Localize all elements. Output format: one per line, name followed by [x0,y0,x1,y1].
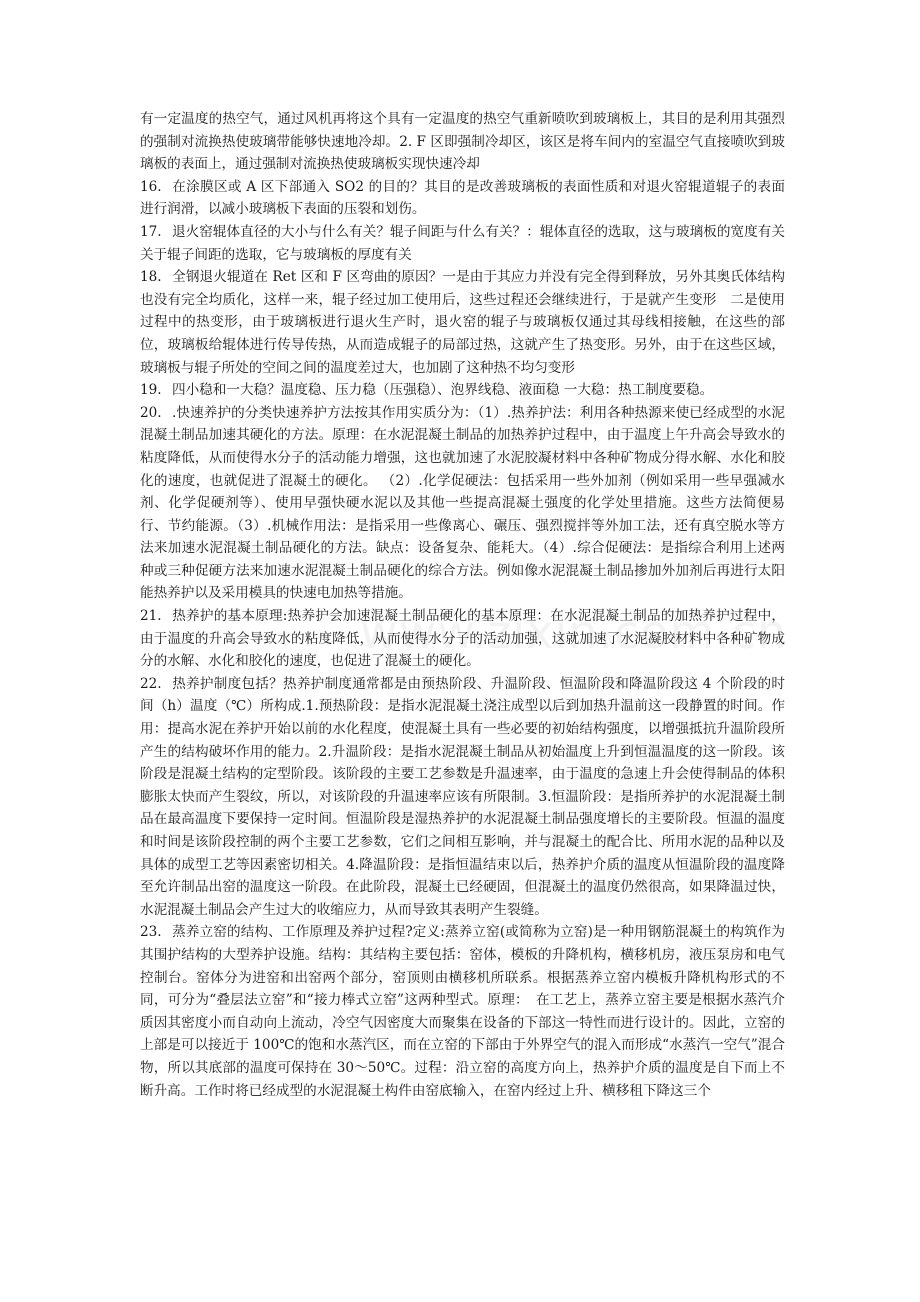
paragraph-text: .快速养护的分类快速养护方法按其作用实质分为：（1）.热养护法：利用各种热源来使已经成型的水泥混凝土制品加速其硬化的方法。原理：在水泥混凝土制品的加热养护过程中，由于温度上午升高会导致水的粘度降低，从而使得水分子的活动能力增强，这也就加速了水泥胶凝材料中各种矿物成分得水解、水化和胶化的速度，也就促进了混凝土的硬化。 （2）.化学促硬法：包括采用一些外加剂（例如采用一些早强减水剂、化学促硬剂等）、使用早强快硬水泥以及其他一些提高混凝土强度的化学处里措施。这些方法简便易行、节约能源。（3）.机械作用法：是指采用一些像离心、碾压、强烈搅拌等外加工法，还有真空脱水等方法来加速水泥混凝土制品硬化的方法。缺点：设备复杂、能耗大。（4）.综合促硬法：是指综合利用上述两种或三种促硬方法来加速水泥混凝土制品硬化的综合方法。例如像水泥混凝土制品掺加外加剂后再进行太阳能热养护以及采用模具的快速电加热等措施。 [140,404,785,602]
paragraph-text: 蒸养立窑的结构、工作原理及养护过程?定义:蒸养立窑(或简称为立窑)是一种用钢筋混凝土的构筑作为其围护结构的大型养护设施。结构：其结构主要包括：窑体，模板的升降机构，横移机房，液压泵房和电气控制台。窑体分为进窑和出窑两个部分，窑顶则由横移机所联系。根据蒸养立窑内模板升降机构形式的不同，可分为“叠层法立窑”和“接力棒式立窑”这两种型式。原理： 在工艺上，蒸养立窑主要是根据水蒸汽介质因其密度小而自动向上流动，冷空气因密度大而聚集在设备的下部这一特性而进行设计的。因此，立窑的上部是可以接近于 100℃的饱和水蒸汽区，而在立窑的下部由于外界空气的混入而形成“水蒸汽一空气”混合物，所以其底部的温度可保持在 30～50℃。过程：沿立窑的高度方向上，热养护介质的温度是自下而上不断升高。工作时将已经成型的水泥混凝土构件由窑底输入，在窑内经过上升、横移租下降这三个 [140,924,785,1099]
paragraph-15-continuation [140,108,785,176]
paragraph-number: 20. [140,404,162,421]
paragraph-number: 17. [140,223,162,240]
paragraph-text: 热养护的基本原理:热养护会加速混凝土制品硬化的基本原理：在水泥混凝土制品的加热养护过程中，由于温度的升高会导致水的粘度降低，从而使得水分子的活动加强，这就加速了水泥凝胶材料中各种矿物成分的水解、水化和胶化的速度，也促进了混凝土的硬化。 [140,608,785,670]
paragraph-16 [140,176,785,221]
document-body [140,108,803,1102]
paragraph-18 [140,266,785,379]
paragraph-22 [140,673,785,922]
paragraph-17 [140,221,803,266]
paragraph-text: 在涂膜区或 A 区下部通入 SO2 的目的？其目的是改善玻璃板的表面性质和对退火窑辊道辊子的表面进行润滑，以减小玻璃板下表面的压裂和划伤。 [140,178,785,218]
paragraph-text: 有一定温度的热空气，通过风机再将这个具有一定温度的热空气重新喷吹到玻璃板上，其目的是利用其强烈的强制对流换热使玻璃带能够快速地冷却。2. F 区即强制冷却区，该区是将车间内的室温空气直接喷吹到玻璃板的表面上，通过强制对流换热使玻璃板实现快速冷却 [140,111,785,173]
paragraph-number: 19. [140,382,162,399]
paragraph-number: 18. [140,269,162,286]
paragraph-19 [140,379,785,402]
paragraph-number: 23. [140,924,162,941]
paragraph-20 [140,402,785,605]
paragraph-text: 全钢退火辊道在 Ret 区和 F 区弯曲的原因？一是由于其应力并没有完全得到释放，另外其奥氏体结构也没有完全均质化，这样一来，辊子经过加工使用后，这些过程还会继续进行，于是就产生变形 二是使用过程中的热变形，由于玻璃板进行退火生产时，退火窑的辊子与玻璃板仅通过其母线相接触，在这些的部位，玻璃板给辊体进行传导传热，从而造成辊子的局部过热，这就产生了热变形。另外，由于在这些区域，玻璃板与辊子所处的空间之间的温度差过大，也加剧了这种热不均匀变形 [140,269,785,376]
paragraph-text: 四小稳和一大稳？温度稳、压力稳（压强稳）、泡界线稳、液面稳 一大稳：热工制度要稳。 [172,382,714,399]
paragraph-number: 16. [140,178,162,195]
paragraph-text: 退火窑辊体直径的大小与什么有关？辊子间距与什么有关？：辊体直径的选取，这与玻璃板的宽度有关 关于辊子间距的选取，它与玻璃板的厚度有关 [140,223,803,263]
paragraph-23 [140,921,785,1102]
paragraph-text: 热养护制度包括？热养护制度通常都是由预热阶段、升温阶段、恒温阶段和降温阶段这 4 个阶段的时间（h）温度（℃）所构成.1.预热阶段：是指水泥混凝土浇注成型以后到加热升温前这一段静置的时间。作用：提高水泥在养护开始以前的水化程度，使混凝土具有一些必要的初始结构强度，以增强抵抗升温阶段所产生的结构破坏作用的能力。2.升温阶段：是指水泥混凝土制品从初始温度上升到恒温温度的这一阶段。该阶段是混凝土结构的定型阶段。该阶段的主要工艺参数是升温速率，由于温度的急速上升会使得制品的体积膨胀太快而产生裂纹，所以，对该阶段的升温速率应该有所限制。3.恒温阶段：是指所养护的水泥混凝土制品在最高温度下要保持一定时间。恒温阶段是湿热养护的水泥混凝土制品强度增长的主要阶段。恒温的温度和时间是该阶段控制的两个主要工艺参数，它们之间相互影响，并与混凝土的配合比、所用水泥的品种以及具体的成型工艺等因素密切相关。4.降温阶段：是指恒温结束以后，热养护介质的温度从恒温阶段的温度降至允许制品出窑的温度这一阶段。在此阶段，混凝土已经硬固，但混凝土的温度仍然很高，如果降温过快，水泥混凝土制品会产生过大的收缩应力，从而导致其表明产生裂缝。 [140,675,785,918]
paragraph-number: 21. [140,608,162,625]
paragraph-21 [140,605,785,673]
paragraph-number: 22. [140,675,162,692]
